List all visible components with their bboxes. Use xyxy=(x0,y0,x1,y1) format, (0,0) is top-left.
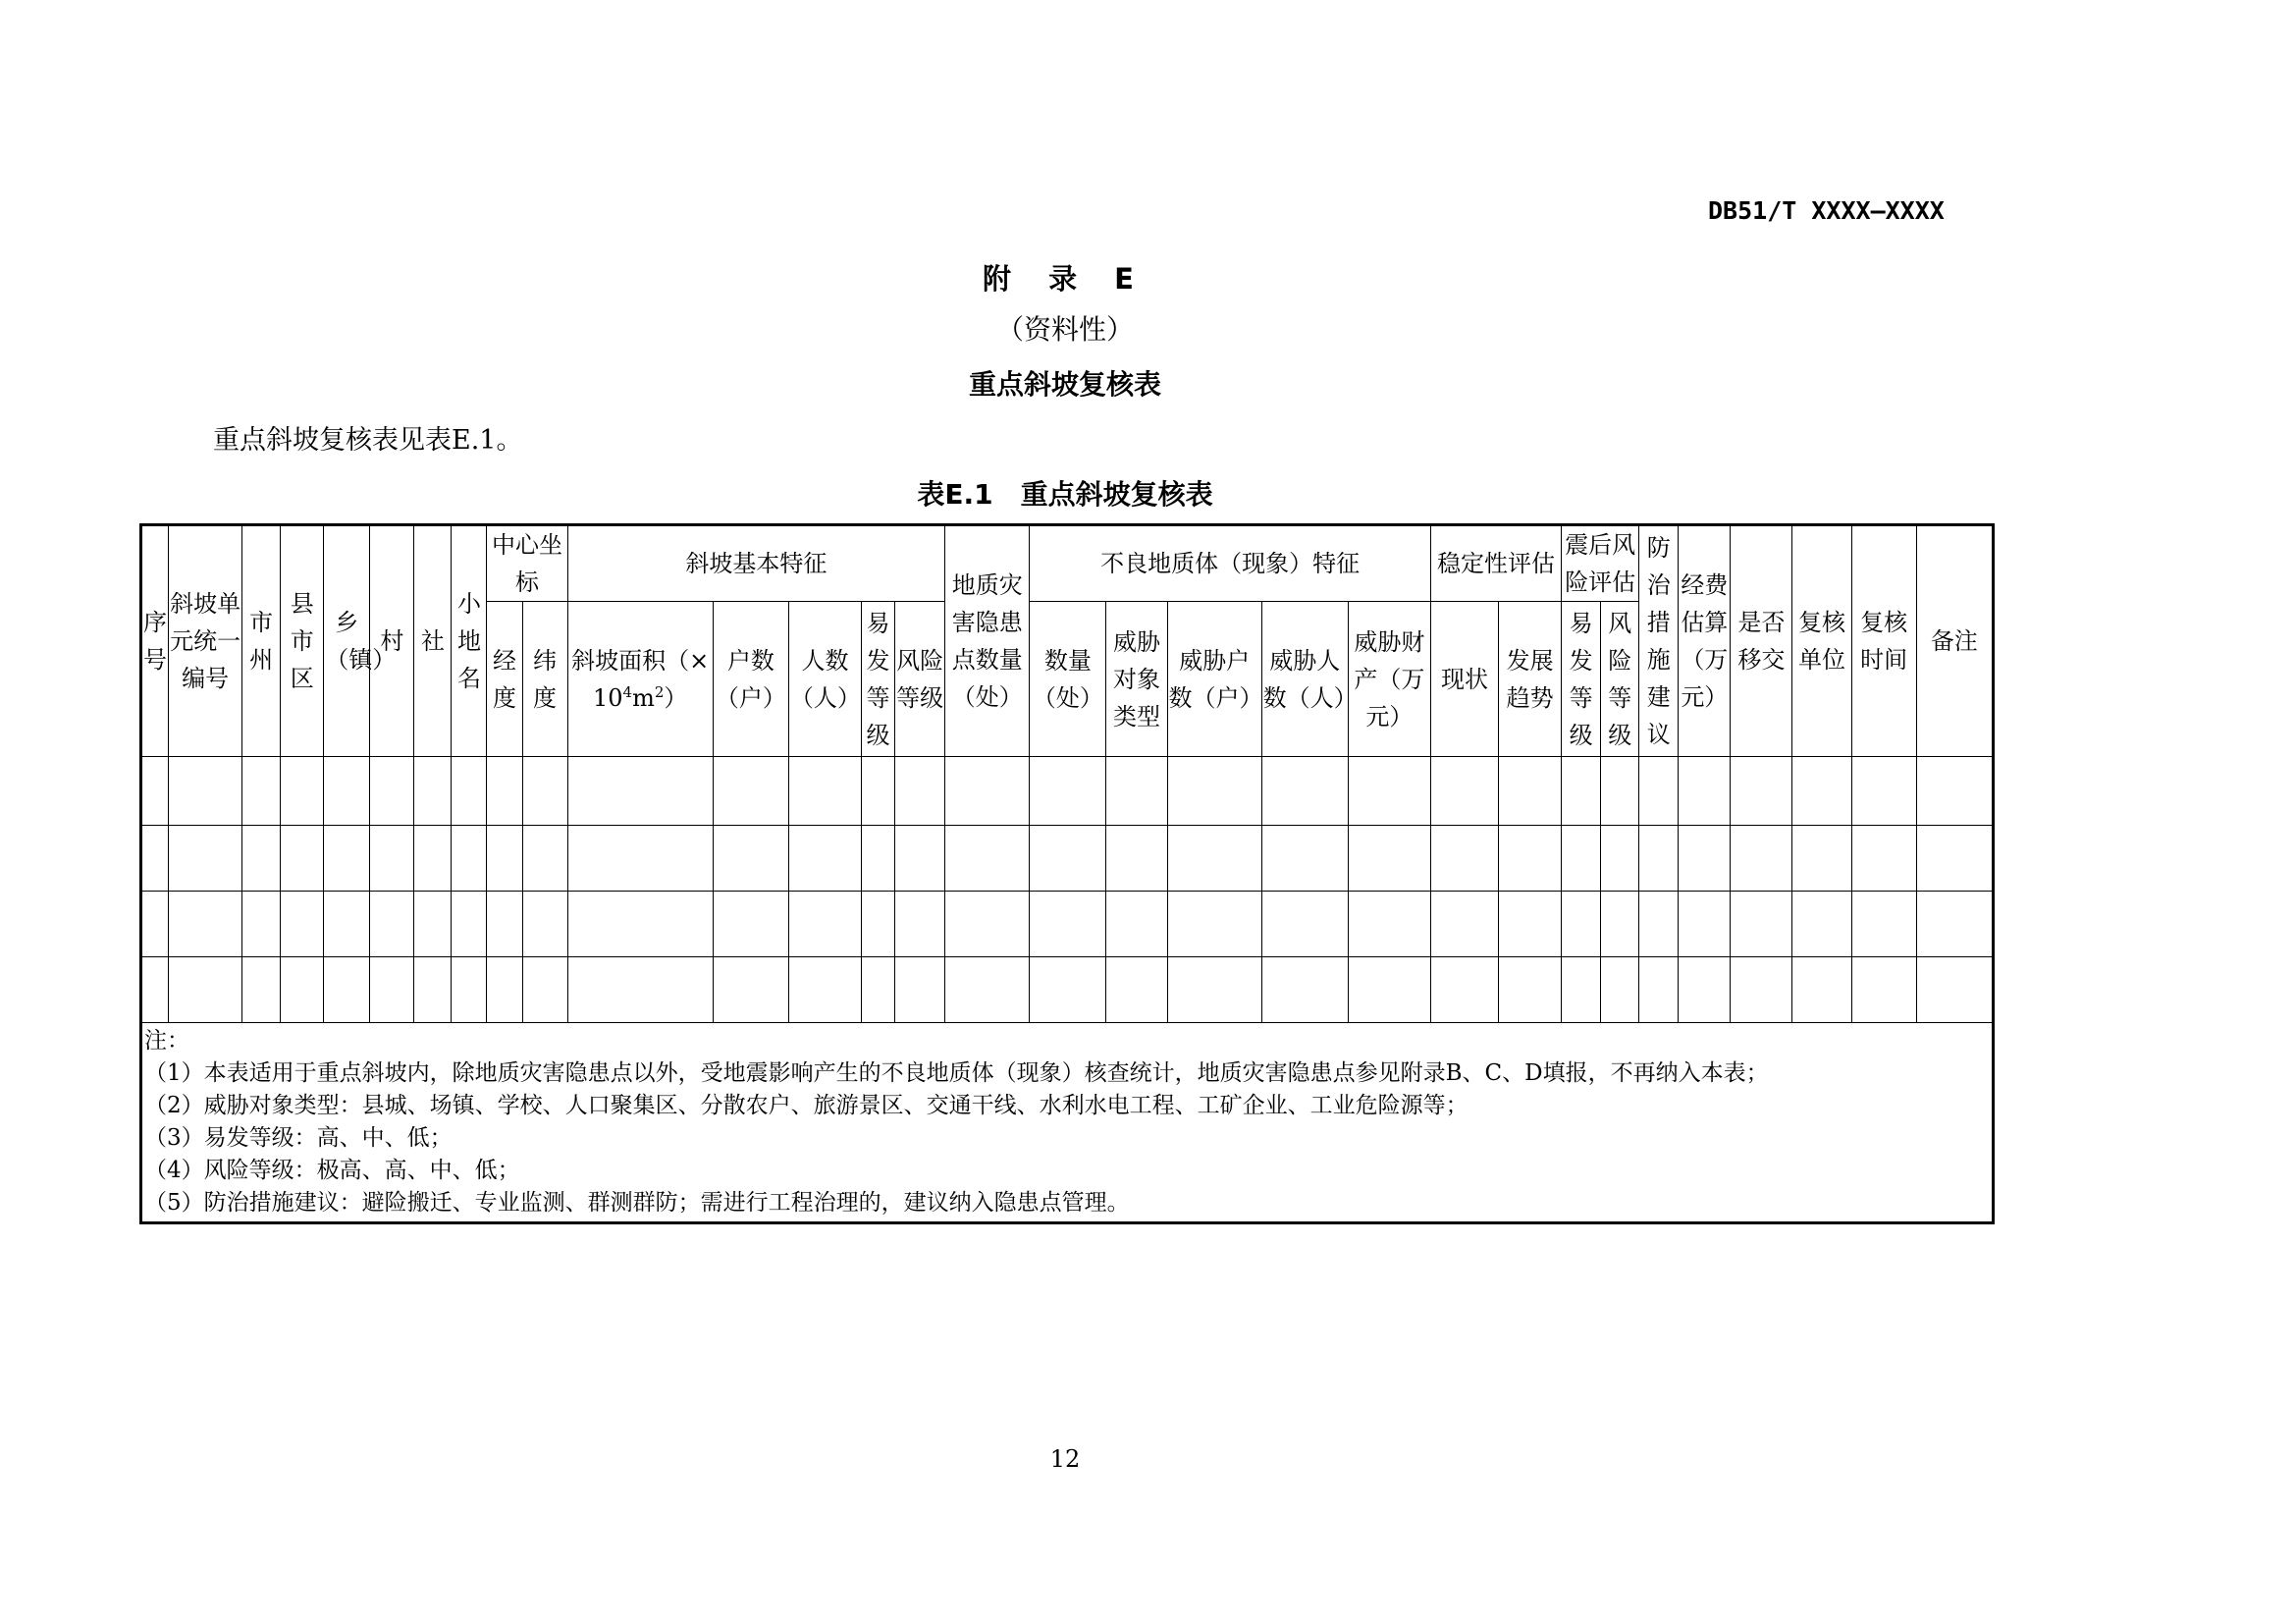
table-cell[interactable] xyxy=(141,957,169,1023)
header-risk-level: 风险等级 xyxy=(895,602,945,757)
table-cell[interactable] xyxy=(713,892,788,957)
slope-area-unit-exponent: 2 xyxy=(654,682,665,701)
table-cell[interactable] xyxy=(281,957,324,1023)
table-row xyxy=(141,826,1994,892)
note-item: （4）风险等级：极高、高、中、低； xyxy=(144,1158,520,1183)
table-cell[interactable] xyxy=(141,757,169,826)
table-cell[interactable] xyxy=(895,826,945,892)
table-cell[interactable] xyxy=(487,957,522,1023)
table-cell[interactable] xyxy=(567,892,713,957)
table-cell[interactable] xyxy=(169,957,242,1023)
table-cell[interactable] xyxy=(141,826,169,892)
table-cell[interactable] xyxy=(522,957,567,1023)
header-hazard-points: 地质灾害隐患点数量（处） xyxy=(945,525,1030,757)
table-cell[interactable] xyxy=(1601,892,1639,957)
table-cell[interactable] xyxy=(522,826,567,892)
table-cell[interactable] xyxy=(452,757,487,826)
table-cell[interactable] xyxy=(1030,957,1106,1023)
header-center-coord: 中心坐标 xyxy=(487,525,567,602)
table-cell[interactable] xyxy=(567,757,713,826)
header-seq: 序号 xyxy=(141,525,169,757)
header-town: 乡（镇） xyxy=(324,525,370,757)
table-cell[interactable] xyxy=(370,757,414,826)
table-cell[interactable] xyxy=(945,957,1030,1023)
header-threat-property: 威胁财产（万元） xyxy=(1348,602,1430,757)
table-cell[interactable] xyxy=(1430,957,1498,1023)
table-cell[interactable] xyxy=(1030,826,1106,892)
table-caption-title: 重点斜坡复核表 xyxy=(1020,478,1213,511)
header-stability: 稳定性评估 xyxy=(1430,525,1561,602)
table-cell[interactable] xyxy=(1430,826,1498,892)
header-county: 县市区 xyxy=(281,525,324,757)
table-cell[interactable] xyxy=(242,757,281,826)
table-cell[interactable] xyxy=(1731,757,1792,826)
table-cell[interactable] xyxy=(1030,892,1106,957)
note-item: （5）防治措施建议：避险搬迁、专业监测、群测群防；需进行工程治理的，建议纳入隐患点管理。 xyxy=(144,1190,1130,1216)
table-cell[interactable] xyxy=(713,826,788,892)
table-cell[interactable] xyxy=(567,957,713,1023)
header-status: 现状 xyxy=(1430,602,1498,757)
appendix-title: 重点斜坡复核表 xyxy=(968,368,1161,401)
table-cell[interactable] xyxy=(324,757,370,826)
table-cell[interactable] xyxy=(1639,757,1679,826)
table-cell[interactable] xyxy=(1792,892,1851,957)
slope-area-prefix: 斜坡面积（×10 xyxy=(571,646,710,712)
header-trend: 发展趋势 xyxy=(1499,602,1562,757)
header-pq-risk: 风险等级 xyxy=(1601,602,1639,757)
table-cell[interactable] xyxy=(1679,957,1731,1023)
table-cell[interactable] xyxy=(487,757,522,826)
table-cell[interactable] xyxy=(414,892,452,957)
header-threat-households: 威胁户数（户） xyxy=(1167,602,1261,757)
note-item: （1）本表适用于重点斜坡内，除地质灾害隐患点以外，受地震影响产生的不良地质体（现象）核查统计，地质灾害隐患点参见附录B、C、D填报，不再纳入本表； xyxy=(144,1060,1769,1086)
table-cell[interactable] xyxy=(567,826,713,892)
table-caption-number: 表E.1 xyxy=(917,478,993,511)
table-cell[interactable] xyxy=(1562,826,1601,892)
header-people: 人数（人） xyxy=(788,602,861,757)
table-cell[interactable] xyxy=(1916,757,1993,826)
table-cell[interactable] xyxy=(1106,957,1167,1023)
table-cell[interactable] xyxy=(895,892,945,957)
table-cell[interactable] xyxy=(141,892,169,957)
table-cell[interactable] xyxy=(788,757,861,826)
table-cell[interactable] xyxy=(1639,892,1679,957)
table-body xyxy=(141,757,1994,1023)
table-cell[interactable] xyxy=(281,892,324,957)
table-cell[interactable] xyxy=(1851,957,1916,1023)
table-cell[interactable] xyxy=(1851,757,1916,826)
table-row xyxy=(141,957,1994,1023)
table-cell[interactable] xyxy=(1167,957,1261,1023)
table-cell[interactable] xyxy=(1261,757,1348,826)
header-slope-area xyxy=(567,602,713,757)
table-cell[interactable] xyxy=(452,957,487,1023)
table-cell[interactable] xyxy=(242,826,281,892)
header-slope-basic: 斜坡基本特征 xyxy=(567,525,945,602)
header-longitude: 经度 xyxy=(487,602,522,757)
appendix-nature: （资料性） xyxy=(995,313,1134,346)
table-cell[interactable] xyxy=(324,957,370,1023)
table-cell[interactable] xyxy=(1261,892,1348,957)
table-cell[interactable] xyxy=(242,957,281,1023)
table-cell[interactable] xyxy=(713,957,788,1023)
slope-area-exponent: 4 xyxy=(622,682,633,701)
header-adverse-body: 不良地质体（现象）特征 xyxy=(1030,525,1431,602)
table-cell[interactable] xyxy=(895,957,945,1023)
table-cell[interactable] xyxy=(452,826,487,892)
table-cell[interactable] xyxy=(1731,892,1792,957)
table-cell[interactable] xyxy=(1499,757,1562,826)
header-transferred: 是否移交 xyxy=(1731,525,1792,757)
table-cell[interactable] xyxy=(1106,826,1167,892)
table-cell[interactable] xyxy=(1792,826,1851,892)
table-cell[interactable] xyxy=(1499,957,1562,1023)
table-cell[interactable] xyxy=(487,892,522,957)
table-cell[interactable] xyxy=(169,826,242,892)
table-cell[interactable] xyxy=(1562,957,1601,1023)
table-cell[interactable] xyxy=(1851,892,1916,957)
table-cell[interactable] xyxy=(862,892,895,957)
table-cell[interactable] xyxy=(788,892,861,957)
table-cell[interactable] xyxy=(895,757,945,826)
table-cell[interactable] xyxy=(487,826,522,892)
header-place-name: 小地名 xyxy=(452,525,487,757)
table-row xyxy=(141,757,1994,826)
table-cell[interactable] xyxy=(1679,892,1731,957)
table-cell[interactable] xyxy=(1430,757,1498,826)
table-cell[interactable] xyxy=(1348,757,1430,826)
table-cell[interactable] xyxy=(1731,957,1792,1023)
table-cell[interactable] xyxy=(1851,826,1916,892)
table-cell[interactable] xyxy=(414,757,452,826)
table-cell[interactable] xyxy=(324,892,370,957)
table-cell[interactable] xyxy=(169,757,242,826)
table-cell[interactable] xyxy=(1916,892,1993,957)
header-city: 市州 xyxy=(242,525,281,757)
table-notes xyxy=(141,1023,1994,1223)
header-remarks: 备注 xyxy=(1916,525,1993,757)
header-budget: 经费估算（万元） xyxy=(1679,525,1731,757)
table-cell[interactable] xyxy=(945,826,1030,892)
header-latitude: 纬度 xyxy=(522,602,567,757)
table-cell[interactable] xyxy=(1106,892,1167,957)
table-cell[interactable] xyxy=(1167,757,1261,826)
table-cell[interactable] xyxy=(1562,757,1601,826)
header-community: 社 xyxy=(414,525,452,757)
table-cell[interactable] xyxy=(1601,957,1639,1023)
table-cell[interactable] xyxy=(1679,757,1731,826)
page-number: 12 xyxy=(1049,1445,1081,1473)
table-cell[interactable] xyxy=(788,957,861,1023)
table-cell[interactable] xyxy=(324,826,370,892)
header-households: 户数（户） xyxy=(713,602,788,757)
table-cell[interactable] xyxy=(1562,892,1601,957)
slope-review-table xyxy=(139,523,1995,1224)
table-cell[interactable] xyxy=(1030,757,1106,826)
note-item: （3）易发等级：高、中、低； xyxy=(144,1125,453,1151)
table-cell[interactable] xyxy=(242,892,281,957)
table-cell[interactable] xyxy=(1916,826,1993,892)
table-cell[interactable] xyxy=(414,957,452,1023)
table-cell[interactable] xyxy=(1167,826,1261,892)
table-cell[interactable] xyxy=(1916,957,1993,1023)
table-cell[interactable] xyxy=(1261,957,1348,1023)
table-cell[interactable] xyxy=(1601,826,1639,892)
slope-area-unit: m xyxy=(632,683,655,712)
table-cell[interactable] xyxy=(370,826,414,892)
table-cell[interactable] xyxy=(169,892,242,957)
table-cell[interactable] xyxy=(862,757,895,826)
table-cell[interactable] xyxy=(370,892,414,957)
intro-paragraph: 重点斜坡复核表见表E.1。 xyxy=(213,425,523,456)
table-row xyxy=(141,892,1994,957)
table-cell[interactable] xyxy=(1792,757,1851,826)
table-cell[interactable] xyxy=(414,826,452,892)
table-cell[interactable] xyxy=(1679,826,1731,892)
table-cell[interactable] xyxy=(1167,892,1261,957)
table-cell[interactable] xyxy=(522,892,567,957)
slope-area-close: ） xyxy=(664,683,688,712)
header-threat-type: 威胁对象类型 xyxy=(1106,602,1167,757)
table-cell[interactable] xyxy=(1261,826,1348,892)
header-review-time: 复核时间 xyxy=(1851,525,1916,757)
table-cell[interactable] xyxy=(1601,757,1639,826)
header-unit-code: 斜坡单元统一编号 xyxy=(169,525,242,757)
notes-label: 注： xyxy=(144,1028,189,1054)
table-cell[interactable] xyxy=(1106,757,1167,826)
table-cell[interactable] xyxy=(945,757,1030,826)
table-cell[interactable] xyxy=(1731,826,1792,892)
header-prevention: 防治措施建议 xyxy=(1639,525,1679,757)
note-item: （2）威胁对象类型：县城、场镇、学校、人口聚集区、分散农户、旅游景区、交通干线、水利水电工程、工矿企业、工业危险源等； xyxy=(144,1093,1468,1118)
header-review-unit: 复核单位 xyxy=(1792,525,1851,757)
table-cell[interactable] xyxy=(370,957,414,1023)
table-cell[interactable] xyxy=(862,957,895,1023)
table-cell[interactable] xyxy=(1792,957,1851,1023)
table-cell[interactable] xyxy=(1639,957,1679,1023)
table-cell[interactable] xyxy=(1348,892,1430,957)
table-cell[interactable] xyxy=(862,826,895,892)
table-cell[interactable] xyxy=(945,892,1030,957)
table-cell[interactable] xyxy=(522,757,567,826)
appendix-label: 附 录 E xyxy=(982,262,1148,296)
table-cell[interactable] xyxy=(713,757,788,826)
header-susceptibility: 易发等级 xyxy=(862,602,895,757)
header-village: 村 xyxy=(370,525,414,757)
table-cell[interactable] xyxy=(1499,892,1562,957)
table-cell[interactable] xyxy=(788,826,861,892)
table-cell[interactable] xyxy=(1348,826,1430,892)
header-post-quake: 震后风险评估 xyxy=(1562,525,1639,602)
table-cell[interactable] xyxy=(1430,892,1498,957)
header-threat-people: 威胁人数（人） xyxy=(1261,602,1348,757)
table-cell[interactable] xyxy=(452,892,487,957)
document-code: DB51/T XXXX—XXXX xyxy=(1708,196,1945,225)
table-cell[interactable] xyxy=(1348,957,1430,1023)
table-cell[interactable] xyxy=(1639,826,1679,892)
table-caption xyxy=(0,473,2130,513)
table-cell[interactable] xyxy=(1499,826,1562,892)
table-cell[interactable] xyxy=(281,757,324,826)
header-quantity: 数量（处） xyxy=(1030,602,1106,757)
table-cell[interactable] xyxy=(281,826,324,892)
header-pq-susceptibility: 易发等级 xyxy=(1562,602,1601,757)
